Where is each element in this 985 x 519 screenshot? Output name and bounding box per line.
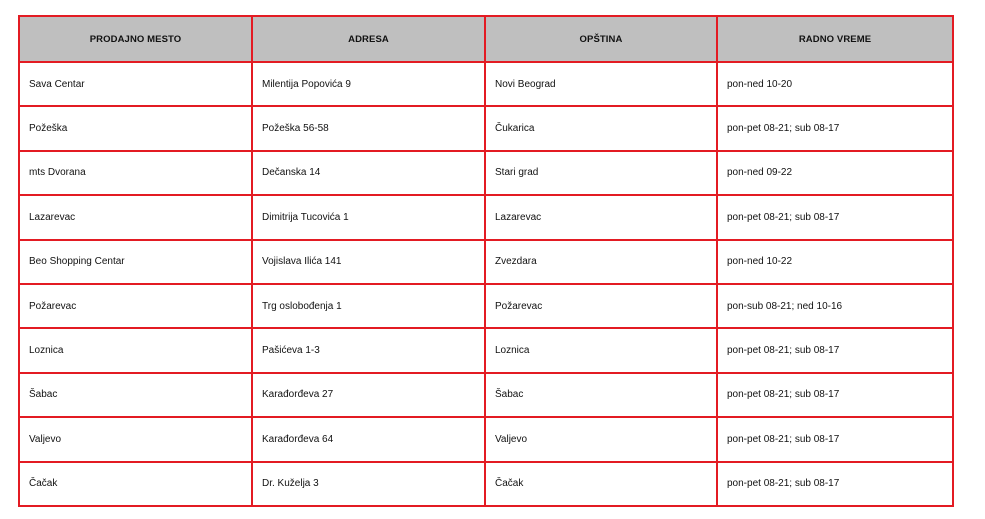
column-header-working-hours: RADNO VREME (717, 16, 953, 62)
municipality-cell: Požarevac (485, 284, 717, 328)
municipality-cell: Čukarica (485, 106, 717, 150)
store-name-cell: Požarevac (19, 284, 252, 328)
working-hours-cell: pon-pet 08-21; sub 08-17 (717, 462, 953, 506)
address-cell: Požeška 56-58 (252, 106, 485, 150)
store-name-cell: Lazarevac (19, 195, 252, 239)
municipality-cell: Zvezdara (485, 240, 717, 284)
table-row (19, 151, 953, 195)
municipality-cell: Lazarevac (485, 195, 717, 239)
column-header-municipality: OPŠTINA (485, 16, 717, 62)
working-hours-cell: pon-pet 08-21; sub 08-17 (717, 106, 953, 150)
municipality-cell: Loznica (485, 328, 717, 372)
address-cell: Karađorđeva 64 (252, 417, 485, 461)
working-hours-cell: pon-pet 08-21; sub 08-17 (717, 328, 953, 372)
store-name-cell: Beo Shopping Centar (19, 240, 252, 284)
table-row (19, 240, 953, 284)
table-row (19, 462, 953, 506)
store-name-cell: Šabac (19, 373, 252, 417)
table-row (19, 106, 953, 150)
municipality-cell: Stari grad (485, 151, 717, 195)
working-hours-cell: pon-ned 10-20 (717, 62, 953, 106)
working-hours-cell: pon-pet 08-21; sub 08-17 (717, 195, 953, 239)
table-row (19, 62, 953, 106)
working-hours-cell: pon-ned 10-22 (717, 240, 953, 284)
working-hours-cell: pon-ned 09-22 (717, 151, 953, 195)
address-cell: Karađorđeva 27 (252, 373, 485, 417)
stores-table (18, 15, 954, 507)
municipality-cell: Šabac (485, 373, 717, 417)
store-name-cell: Čačak (19, 462, 252, 506)
table-row (19, 284, 953, 328)
table-header-row (19, 16, 953, 62)
store-name-cell: Valjevo (19, 417, 252, 461)
store-name-cell: Loznica (19, 328, 252, 372)
table-row (19, 417, 953, 461)
stores-table-container (18, 15, 952, 507)
municipality-cell: Čačak (485, 462, 717, 506)
address-cell: Vojislava Ilića 141 (252, 240, 485, 284)
working-hours-cell: pon-pet 08-21; sub 08-17 (717, 373, 953, 417)
address-cell: Pašićeva 1-3 (252, 328, 485, 372)
address-cell: Dečanska 14 (252, 151, 485, 195)
store-name-cell: Požeška (19, 106, 252, 150)
address-cell: Dr. Kuželja 3 (252, 462, 485, 506)
store-name-cell: Sava Centar (19, 62, 252, 106)
working-hours-cell: pon-pet 08-21; sub 08-17 (717, 417, 953, 461)
address-cell: Trg oslobođenja 1 (252, 284, 485, 328)
table-row (19, 195, 953, 239)
municipality-cell: Valjevo (485, 417, 717, 461)
store-name-cell: mts Dvorana (19, 151, 252, 195)
municipality-cell: Novi Beograd (485, 62, 717, 106)
working-hours-cell: pon-sub 08-21; ned 10-16 (717, 284, 953, 328)
table-row (19, 373, 953, 417)
address-cell: Milentija Popovića 9 (252, 62, 485, 106)
table-row (19, 328, 953, 372)
column-header-address: ADRESA (252, 16, 485, 62)
column-header-store: PRODAJNO MESTO (19, 16, 252, 62)
address-cell: Dimitrija Tucovića 1 (252, 195, 485, 239)
